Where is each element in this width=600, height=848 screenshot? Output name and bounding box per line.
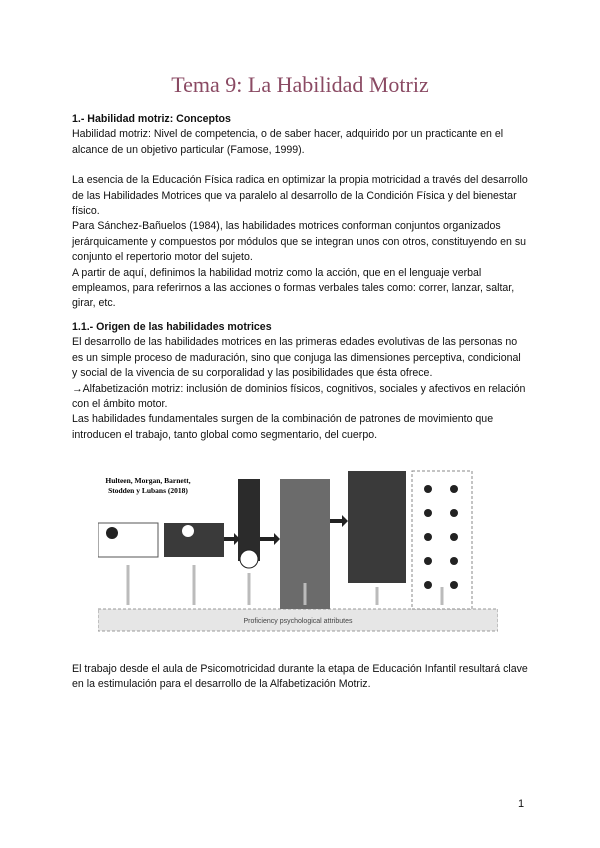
paragraph-origin: El desarrollo de las habilidades motrices en las primeras edades evolutivas de las personas no es un simple proceso de maduración, sino que conjuga las dimensiones perceptiva, condicional y social de la vivencia de su corporalidad y las posibilidades que ésta ofrece.: [72, 336, 521, 380]
box-2: [164, 523, 224, 557]
paragraph-sanchez: Para Sánchez-Bañuelos (1984), las habilidades motrices conforman conjuntos organizados jerárquicamente y compuestos por módulos que se integran unos con otros, constituyendo en su conjunto el repertorio motor del sujeto.: [72, 220, 527, 264]
globe-icon: [240, 550, 258, 568]
box-3: [238, 479, 260, 561]
definition-paragraph: Habilidad motriz: Nivel de competencia, o de saber hacer, adquirido por un practicante en el alcance de un objetivo particular (Famose, 1999).: [72, 128, 504, 156]
arrow-3: [330, 515, 348, 527]
paragraph-essence: La esencia de la Educación Física radica en optimizar la propia motricidad a través del desarrollo de las Habilidades Motrices que va paralelo al desarrollo de la Condición Física y del bienestar físico.: [72, 174, 528, 218]
figure-icon: [106, 527, 118, 539]
document-body: [72, 112, 528, 633]
figure-graphic: [98, 457, 498, 633]
page-title: Tema 9: La Habilidad Motriz: [171, 72, 429, 97]
closing-paragraph: El trabajo desde el aula de Psicomotricidad durante la etapa de Educación Infantil resultará clave en la estimulación para el desarrollo de la Alfabetización Motriz.: [72, 663, 528, 691]
page-number: 1: [518, 798, 525, 810]
section-1-1-heading: 1.1.- Origen de las habilidades motrices: [72, 320, 272, 333]
proficiency-label: Proficiency psychological attributes: [243, 618, 353, 626]
figure-authors-line2: Stodden y Lubans (2018): [108, 486, 188, 496]
box-5: [348, 471, 406, 583]
arrow-1: [224, 533, 240, 545]
box-1: [98, 523, 158, 557]
section-1-heading: 1.- Habilidad motriz: Conceptos: [72, 113, 231, 125]
paragraph-fundamental: Las habilidades fundamentales surgen de la combinación de patrones de movimiento que introducen el trabajo, tanto global como segmentario, del cuerpo.: [72, 413, 494, 441]
motor-development-figure: [98, 457, 498, 633]
arrow-2: [260, 533, 280, 545]
figure-authors-line1: Hulteen, Morgan, Barnett,: [105, 476, 191, 486]
figure-icon: [182, 525, 194, 537]
paragraph-definition-action: A partir de aquí, definimos la habilidad motriz como la acción, que en el lenguaje verbal empleamos, para referirnos a las acciones o formas verbales tales como: correr, lanzar, saltar, girar, etc.: [72, 266, 515, 310]
paragraph-alfabetizacion: →Alfabetización motriz: inclusión de dominios físicos, cognitivos, sociales y afectivos en relación con el ámbito motor.: [72, 382, 526, 410]
